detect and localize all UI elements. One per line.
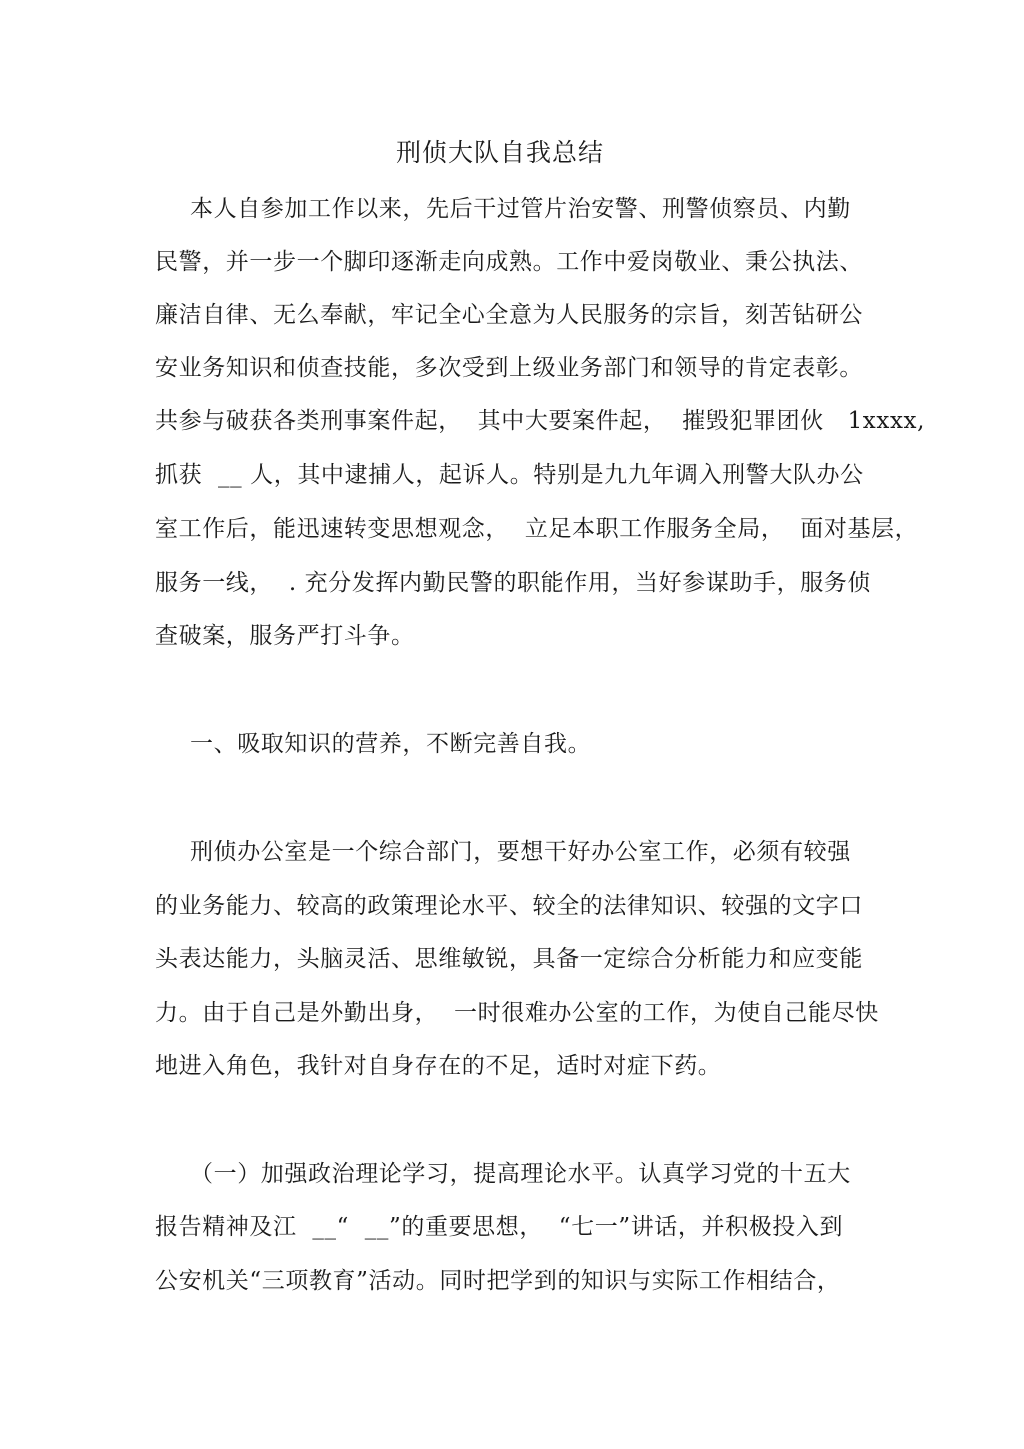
- subsection-line: （一）加强政治理论学习，提高理论水平。认真学习党的十五大: [190, 1161, 851, 1187]
- paragraph-line: 力。由于自己是外勤出身， 一时很难办公室的工作，为使自己能尽快: [155, 1000, 879, 1026]
- paragraph-line: 廉洁自律、无么奉献，牢记全心全意为人民服务的宗旨，刻苦钻研公: [155, 302, 863, 328]
- paragraph-line: 地进入角色，我针对自身存在的不足，适时对症下药。: [155, 1053, 722, 1079]
- paragraph-line: 抓获 __ 人，其中逮捕人，起诉人。特别是九九年调入刑警大队办公: [155, 462, 864, 488]
- paragraph-line: 民警，并一步一个脚印逐渐走向成熟。工作中爱岗敬业、秉公执法、: [155, 249, 863, 275]
- paragraph-line: 的业务能力、较高的政策理论水平、较全的法律知识、较强的文字口: [155, 893, 863, 919]
- paragraph-line: 查破案，服务严打斗争。: [155, 623, 415, 649]
- paragraph-line: 头表达能力，头脑灵活、思维敏锐，具备一定综合分析能力和应变能: [155, 946, 863, 972]
- paragraph-line: 服务一线， . 充分发挥内勤民警的职能作用，当好参谋助手，服务侦: [155, 570, 872, 596]
- paragraph-line: 共参与破获各类刑事案件起， 其中大要案件起， 摧毁犯罪团伙 1xxxx,: [155, 408, 926, 434]
- paragraph-line: 本人自参加工作以来，先后干过管片治安警、刑警侦察员、内勤: [190, 196, 851, 222]
- paragraph-line: 室工作后，能迅速转变思想观念， 立足本职工作服务全局， 面对基层，: [155, 516, 919, 542]
- paragraph-line: 安业务知识和侦查技能，多次受到上级业务部门和领导的肯定表彰。: [155, 355, 863, 381]
- paragraph-line: 公安机关“三项教育”活动。同时把学到的知识与实际工作相结合，: [155, 1268, 841, 1294]
- paragraph-line: 刑侦办公室是一个综合部门，要想干好办公室工作，必须有较强: [190, 839, 851, 865]
- document-title: 刑侦大队自我总结: [395, 138, 604, 167]
- paragraph-line: 报告精神及江 __“ __”的重要思想， “七一”讲话，并积极投入到: [155, 1214, 844, 1240]
- section-heading: 一、吸取知识的营养，不断完善自我。: [190, 731, 592, 757]
